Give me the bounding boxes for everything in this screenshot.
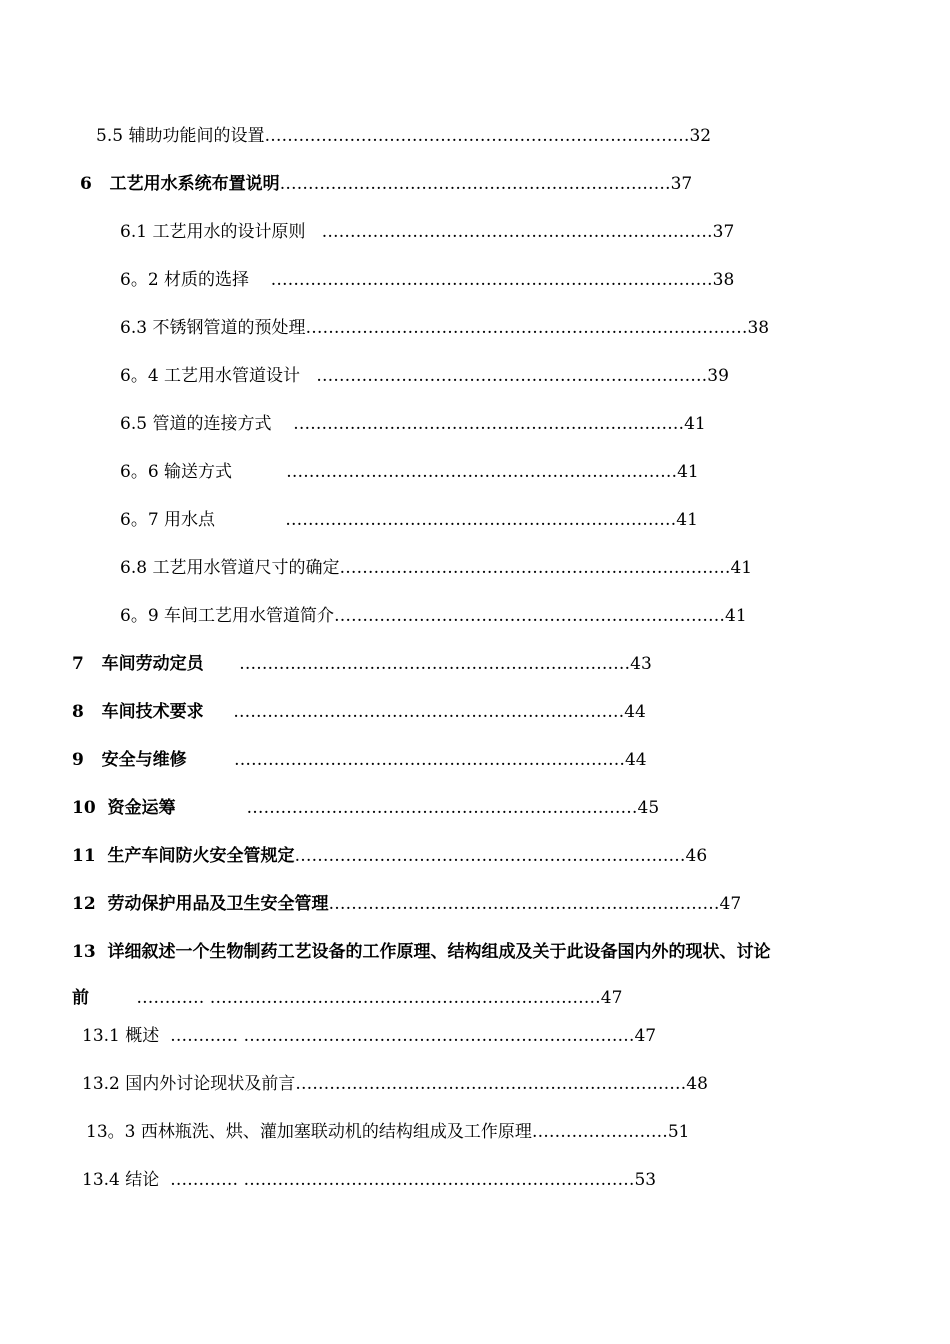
toc-entry[interactable]	[72, 701, 732, 723]
toc-entry-page: 47	[634, 1026, 657, 1046]
toc-entry[interactable]	[82, 1025, 742, 1047]
toc-entry-leader: ……………………………………………………………	[316, 366, 708, 386]
toc-entry-page: 47	[600, 988, 623, 1008]
toc-entry-page: 41	[725, 606, 747, 626]
toc-entry-page: 51	[667, 1122, 690, 1142]
toc-entry-leader: ……………………………………………………………	[293, 414, 685, 434]
toc-entry-leader: ……………………………………………………………	[321, 222, 713, 242]
toc-entry-leader: ……………………………………………………………………	[305, 318, 748, 338]
toc-entry-number: 6。7	[120, 510, 159, 530]
toc-entry-leader: ……………………………………………………………………	[270, 270, 713, 290]
toc-entry-leader: ………… ……………………………………………………………	[136, 988, 601, 1008]
toc-entry-page: 41	[730, 558, 753, 578]
toc-entry[interactable]	[72, 845, 772, 867]
toc-entry-leader: ………… ……………………………………………………………	[170, 1026, 635, 1046]
toc-entry-number: 6.3	[120, 318, 148, 338]
toc-entry-number: 13.4	[82, 1170, 120, 1190]
toc-entry-leader: ……………………………………………………………	[294, 846, 686, 866]
toc-entry-leader: ……………………………………………………………	[295, 1074, 687, 1094]
toc-entry-page: 41	[684, 414, 706, 434]
toc-entry[interactable]	[120, 509, 730, 531]
toc-entry-number: 7	[72, 654, 84, 674]
toc-entry-number: 12	[72, 894, 96, 914]
toc-entry-number: 6.8	[120, 558, 148, 578]
toc-entry[interactable]	[96, 125, 776, 147]
toc-entry-leader: ……………………………………………………………	[233, 750, 625, 770]
toc-entry-number: 10	[72, 798, 96, 818]
toc-entry-page: 53	[634, 1170, 657, 1190]
toc-entry[interactable]	[72, 797, 722, 819]
toc-entry-title: 车间劳动定员	[101, 654, 204, 674]
toc-entry-page: 32	[689, 126, 712, 146]
toc-entry-number: 6.5	[120, 414, 148, 434]
toc-entry-page: 38	[747, 318, 770, 338]
toc-entry[interactable]	[80, 173, 780, 195]
toc-entry-title: 输送方式	[164, 462, 233, 482]
toc-entry-number: 6.1	[120, 222, 148, 242]
toc-entry-leader: …………………………………………………………………	[264, 126, 690, 146]
toc-entry-title: 工艺用水的设计原则	[152, 222, 306, 242]
toc-entry-title: 材质的选择	[164, 270, 250, 290]
toc-entry-title: 生产车间防火安全管规定	[107, 846, 295, 866]
toc-entry-leader: ……………………………………………………………	[246, 798, 638, 818]
toc-entry-leader: ……………………………………………………………	[285, 510, 677, 530]
toc-entry-number: 13	[72, 942, 96, 962]
toc-entry-title: 不锈钢管道的预处理	[152, 318, 306, 338]
toc-entry-page: 41	[677, 462, 699, 482]
toc-entry-page: 47	[719, 894, 742, 914]
toc-entry-number: 13.2	[82, 1074, 120, 1094]
toc-entry-leader: ……………………………………………………………	[339, 558, 731, 578]
toc-entry-page: 37	[670, 174, 693, 194]
toc-entry-leader: ……………………………………………………………	[279, 174, 671, 194]
toc-entry-title: 用水点	[164, 510, 216, 530]
toc-entry[interactable]	[120, 317, 780, 339]
toc-entry-title: 详细叙述一个生物制药工艺设备的工作原理、结构组成及关于此设备国内外的现状、讨论前	[72, 942, 771, 1008]
toc-entry[interactable]	[120, 413, 760, 435]
toc-entry-number: 9	[72, 750, 84, 770]
toc-entry-title: 结论	[125, 1170, 160, 1190]
toc-entry-leader: ……………………………………………………………	[286, 462, 678, 482]
toc-entry-leader: ……………………………………………………………	[233, 702, 625, 722]
toc-entry-title: 管道的连接方式	[152, 414, 272, 434]
toc-entry-number: 5.5	[96, 126, 124, 146]
toc-entry-wrapped[interactable]	[72, 929, 862, 1021]
toc-entry[interactable]	[86, 1121, 776, 1143]
toc-entry-number: 6	[80, 174, 92, 194]
toc-entry-number: 6。2	[120, 270, 159, 290]
toc-entry-title: 国内外讨论现状及前言	[125, 1074, 296, 1094]
toc-entry-page: 44	[624, 702, 646, 722]
toc-entry-page: 48	[686, 1074, 708, 1094]
toc-entry[interactable]	[120, 605, 790, 627]
toc-entry[interactable]	[120, 365, 790, 387]
toc-entry-number: 11	[72, 846, 96, 866]
toc-entry-title: 工艺用水管道设计	[164, 366, 301, 386]
toc-entry-page: 38	[712, 270, 735, 290]
toc-entry[interactable]	[120, 269, 780, 291]
toc-entry-title: 资金运筹	[107, 798, 176, 818]
toc-entry-number: 8	[72, 702, 84, 722]
toc-entry-title: 概述	[125, 1026, 160, 1046]
toc-entry-title: 辅助功能间的设置	[128, 126, 265, 146]
toc-entry-leader: ……………………………………………………………	[334, 606, 726, 626]
toc-entry-number: 13.1	[82, 1026, 120, 1046]
toc-entry-page: 41	[676, 510, 698, 530]
toc-entry-number: 13。3	[86, 1122, 136, 1142]
toc-entry-number: 6。9	[120, 606, 159, 626]
toc-entry-page: 46	[685, 846, 708, 866]
toc-entry-leader: ……………………………………………………………	[328, 894, 720, 914]
toc-entry-title: 工艺用水管道尺寸的确定	[152, 558, 340, 578]
toc-entry-title: 安全与维修	[101, 750, 187, 770]
toc-entry-number: 6。4	[120, 366, 159, 386]
toc-entry-title: 工艺用水系统布置说明	[109, 174, 280, 194]
toc-entry[interactable]	[120, 461, 740, 483]
toc-entry-page: 39	[707, 366, 729, 386]
toc-entry-title: 车间工艺用水管道简介	[164, 606, 335, 626]
toc-entry-leader: ……………………	[531, 1122, 668, 1142]
toc-entry-page: 43	[630, 654, 652, 674]
toc-entry-page: 44	[624, 750, 647, 770]
toc-entry[interactable]	[72, 893, 772, 915]
toc-entry[interactable]	[72, 749, 722, 771]
toc-entry[interactable]	[82, 1169, 742, 1191]
toc-entry-page: 37	[712, 222, 735, 242]
toc-entry[interactable]	[72, 653, 732, 675]
toc-entry[interactable]	[120, 221, 780, 243]
toc-entry-title: 劳动保护用品及卫生安全管理	[107, 894, 329, 914]
toc-entry-number: 6。6	[120, 462, 159, 482]
toc-entry-page: 45	[637, 798, 660, 818]
toc-entry[interactable]	[82, 1073, 772, 1095]
toc-entry-leader: ………… ……………………………………………………………	[170, 1170, 635, 1190]
toc-entry-title: 西林瓶洗、烘、灌加塞联动机的结构组成及工作原理	[140, 1122, 532, 1142]
toc-entry-leader: ……………………………………………………………	[239, 654, 631, 674]
toc-entry[interactable]	[120, 557, 780, 579]
toc-entry-title: 车间技术要求	[101, 702, 204, 722]
